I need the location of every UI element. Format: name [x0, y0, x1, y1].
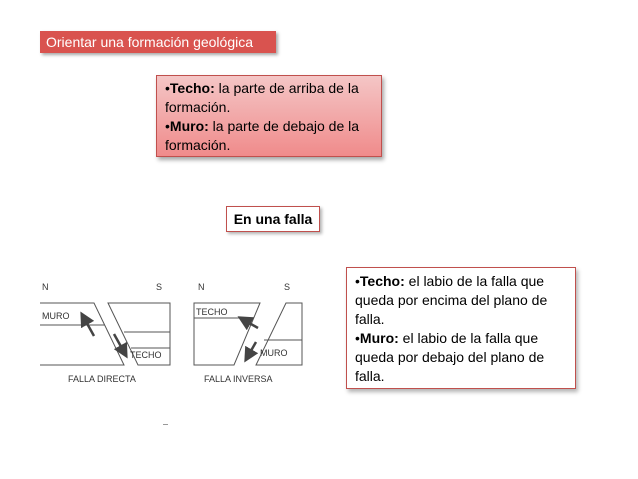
fault-techo-text: el labio de la falla que queda por encima del plano de falla. [355, 273, 548, 327]
directa-south-label: S [156, 282, 163, 292]
slide-title: Orientar una formación geológica [40, 31, 276, 53]
directa-north-label: N [42, 282, 49, 292]
fault-techo-term: Techo: [359, 273, 405, 289]
falla-directa-diagram [40, 282, 170, 384]
inversa-south-label: S [284, 282, 291, 292]
directa-techo-label: TECHO [130, 350, 162, 360]
directa-down-arrow-icon [114, 334, 124, 352]
directa-muro-label: MURO [42, 311, 70, 321]
muro-text: la parte de debajo de la formación. [165, 118, 360, 153]
inversa-techo-label: TECHO [196, 307, 228, 317]
fault-muro-definition: •Muro: el labio de la falla que queda por debajo del plano de falla. [355, 330, 545, 384]
falla-inversa-diagram [194, 282, 302, 384]
techo-term: Techo: [169, 80, 215, 96]
formation-definition-box [156, 75, 382, 157]
inversa-muro-label: MURO [260, 348, 288, 358]
inversa-down-arrow-icon [248, 342, 256, 356]
techo-definition: •Techo: la parte de arriba de la formación. [165, 80, 359, 115]
fault-techo-definition: •Techo: el labio de la falla que queda por encima del plano de falla. [355, 273, 548, 327]
inversa-up-arrow-icon [244, 320, 258, 328]
directa-up-arrow-icon [84, 318, 94, 336]
muro-term: Muro: [169, 118, 209, 134]
directa-caption: FALLA DIRECTA [68, 374, 136, 384]
inversa-caption: FALLA INVERSA [204, 374, 273, 384]
fault-muro-text: el labio de la falla que queda por debajo del plano de falla. [355, 330, 545, 384]
fault-heading: En una falla [226, 206, 320, 232]
techo-text: la parte de arriba de la formación. [165, 80, 359, 115]
fault-diagrams [28, 270, 308, 395]
fault-definition-box [346, 267, 576, 389]
muro-definition: •Muro: la parte de debajo de la formación. [165, 118, 360, 153]
stray-mark [163, 424, 168, 425]
inversa-north-label: N [198, 282, 205, 292]
fault-muro-term: Muro: [359, 330, 399, 346]
